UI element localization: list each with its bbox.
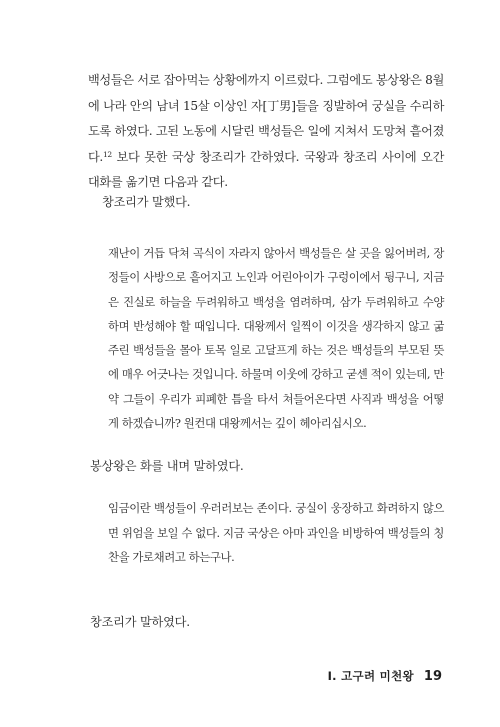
body-text-part-2: 보다 못한 국상 창조리가 간하였다. 국왕과 창조리 사이에 오간 대화를 옮기면 다음과 같다. — [88, 149, 444, 190]
speaker-line-king: 봉상왕은 화를 내며 말하였다. — [90, 459, 244, 473]
page-number: 19 — [423, 669, 442, 684]
running-header-chapter: Ⅰ. 고구려 미천왕 — [327, 669, 414, 683]
body-paragraph — [88, 68, 444, 196]
quote-block-king: 임금이란 백성들이 우러러보는 존이다. 궁실이 웅장하고 화려하지 않으면 위엄을 보일 수 없다. 지금 국상은 아마 과인을 비방하여 백성들의 칭찬을 가로채려고 하는구나. — [108, 501, 444, 564]
body-text-part-1: 백성들은 서로 잡아먹는 상황에까지 이르렀다. 그럼에도 봉상왕은 8월에 나라 안의 남녀 15살 이상인 자[丁男]들을 징발하여 궁실을 수리하도록 하였다. 고된 노동에 시달린 백성들은 일에 지쳐서 도망쳐 흩어졌다. — [88, 73, 444, 164]
speaker-line-changjori-2: 창조리가 말하였다. — [90, 615, 190, 629]
page-footer — [328, 665, 442, 684]
footnote-reference[interactable]: 12 — [102, 149, 112, 159]
speaker-line-changjori: 창조리가 말했다. — [102, 195, 191, 209]
quote-block-changjori: 재난이 거듭 닥쳐 곡식이 자라지 않아서 백성들은 살 곳을 잃어버려, 장정들이 사방으로 흩어지고 노인과 어린아이가 구렁이에서 뒹구니, 지금은 진실로 하늘을 두려워하고 백성을 염려하며, 삼가 두려워하고 수양하며 반성해야 할 때입니다. 대왕께서 일찍이 이것을 생각하지 않고 굶주린 백성들을 몰아 토목 일로 고달프게 하는 것은 백성들의 부모된 뜻에 매우 어긋나는 것입니다. 하물며 이웃에 강하고 굳센 적이 있는데, 만약 그들이 우리가 피폐한 틈을 타서 쳐들어온다면 사직과 백성을 어떻게 하겠습니까? 원컨대 대왕께서는 깊이 헤아리십시오. — [108, 246, 444, 431]
